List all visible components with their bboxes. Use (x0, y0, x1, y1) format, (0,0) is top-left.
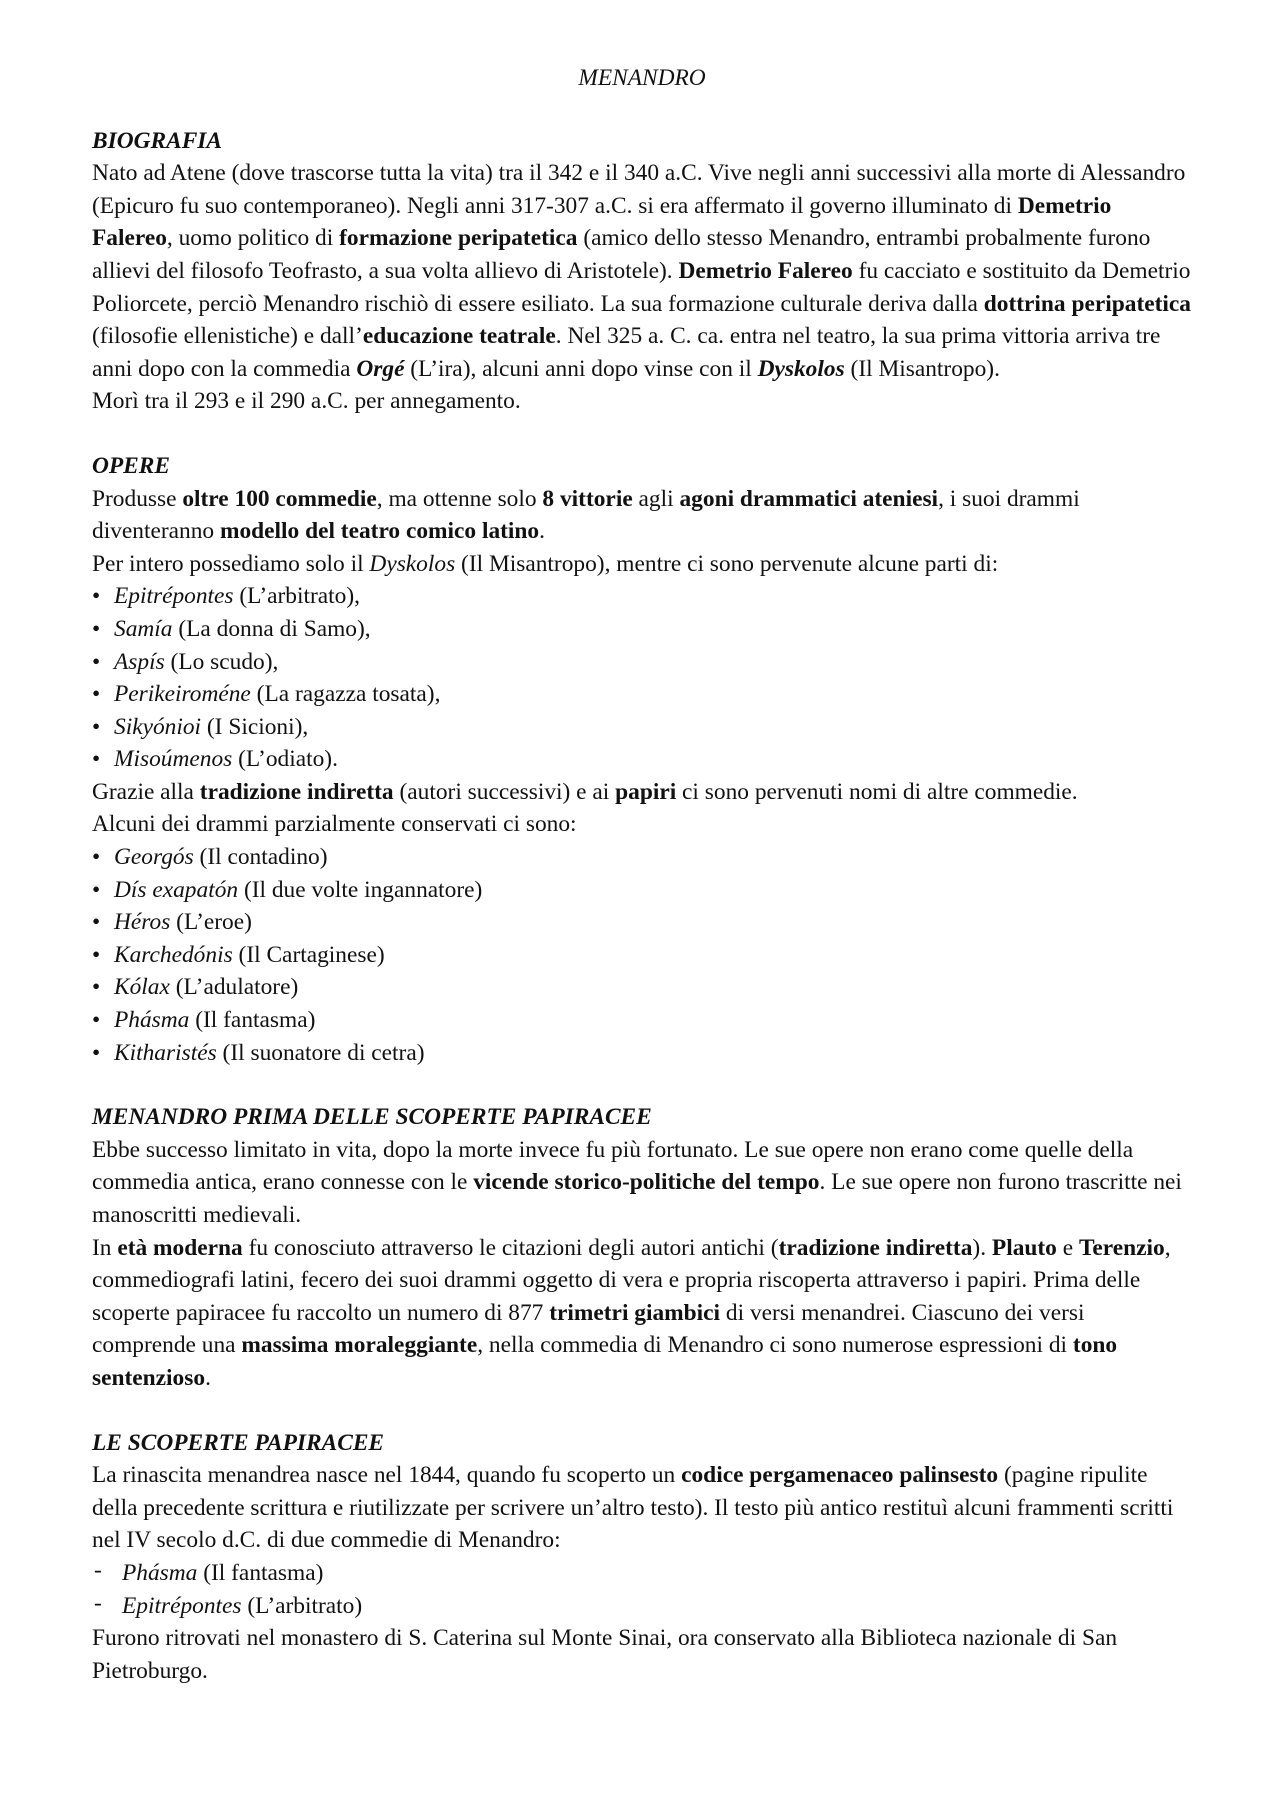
list-item (92, 939, 1192, 972)
biografia-paragraph-1 (92, 157, 1192, 385)
bold-term: Terenzio (1078, 1234, 1165, 1261)
list-item (92, 678, 1192, 711)
prima-paragraph-2 (92, 1232, 1192, 1395)
text-run: , i suoi drammi diventeranno (92, 485, 1080, 545)
text-run: , ma ottenne solo (376, 485, 543, 512)
text-run: (filosofie ellenistiche) e dall’ (92, 323, 363, 350)
prima-paragraph-1 (92, 1134, 1192, 1232)
work-title: Perikeiroméne (114, 681, 251, 708)
bold-term: Plauto (991, 1234, 1057, 1261)
fragment-works-list (92, 841, 1192, 1069)
recovered-works-list (92, 1557, 1192, 1622)
work-title: Aspís (114, 648, 165, 675)
list-item (92, 971, 1192, 1004)
bold-term: massima moraleggiante (241, 1332, 478, 1359)
list-item (92, 1590, 1192, 1623)
work-title: Misoúmenos (114, 746, 233, 773)
text-run: (Il Misantropo), mentre ci sono pervenute alcune parti di: (455, 550, 999, 577)
work-translation: (Il fantasma) (197, 1559, 324, 1586)
opere-paragraph-4: Alcuni dei drammi parzialmente conservati ci sono: (92, 811, 577, 838)
work-title: Epitrépontes (114, 583, 234, 610)
work-title: Dís exapatón (114, 876, 239, 903)
bold-term: Demetrio Falereo (678, 257, 853, 284)
bold-term: tono sentenzioso (92, 1332, 1118, 1391)
work-title: Sikyónioi (114, 713, 202, 740)
text-run: (pagine ripulite della precedente scrittura e riutilizzate per scrivere un’altro testo). Il testo più antico restituì alcuni frammenti scritti nel IV secolo d.C. di due commedie di Menandro: (92, 1462, 1174, 1554)
text-run: , nella commedia di Menandro ci sono numerose espressioni di (477, 1332, 1073, 1359)
bold-term: trimetri giambici (549, 1299, 721, 1326)
bold-term: età moderna (117, 1234, 243, 1261)
work-title: Epitrépontes (122, 1592, 242, 1619)
bold-term: tradizione indiretta (199, 778, 394, 805)
list-item (92, 646, 1192, 679)
text-run: In (92, 1234, 118, 1261)
text-run: Produsse (92, 485, 183, 512)
text-run: , uomo politico di (166, 225, 340, 252)
work-title: Dyskolos (757, 355, 845, 382)
bold-term: vicende storico-politiche del tempo (473, 1169, 820, 1196)
text-run: (L’ira), alcuni anni dopo vinse con il (404, 355, 758, 382)
work-translation: (Il suonatore di cetra) (216, 1039, 425, 1066)
list-item (92, 874, 1192, 907)
work-title: Karchedónis (114, 941, 233, 968)
text-run: Ebbe successo limitato in vita, dopo la morte invece fu più fortunato. Le sue opere non erano come quelle della commedia antica, erano connesse con le (92, 1136, 1134, 1196)
section-biografia (92, 125, 1192, 418)
section-heading-prima-scoperte: MENANDRO PRIMA DELLE SCOPERTE PAPIRACEE (92, 1104, 652, 1131)
list-item (92, 1557, 1192, 1590)
list-item (92, 613, 1192, 646)
text-run: (Il Misantropo). (844, 355, 1000, 382)
work-title: Orgé (356, 355, 405, 382)
text-run: La rinascita menandrea nasce nel 1844, quando fu scoperto un (92, 1462, 682, 1489)
bold-term: 8 vittorie (542, 485, 633, 512)
biografia-paragraph-2: Morì tra il 293 e il 290 a.C. per annegamento. (92, 388, 521, 415)
text-run: ci sono pervenuti nomi di altre commedie. (676, 778, 1078, 805)
work-translation: (Il fantasma) (189, 1007, 316, 1034)
section-heading-opere: OPERE (92, 452, 170, 479)
bold-term: dottrina peripatetica (983, 290, 1191, 317)
bold-term: formazione peripatetica (339, 225, 578, 252)
section-prima-scoperte (92, 1101, 1192, 1394)
text-run: fu cacciato e sostituito da Demetrio Poliorcete, perciò Menandro rischiò di essere esiliato. La sua formazione culturale deriva dalla (92, 257, 1191, 317)
work-translation: (L’arbitrato) (241, 1592, 363, 1619)
list-item (92, 906, 1192, 939)
text-run: , commediografi latini, fecero dei suoi drammi oggetto di vera e propria riscoperta attraverso i papiri. Prima delle scoperte papiracee fu raccolto un numero di 877 (92, 1234, 1171, 1326)
work-translation: (L’adulatore) (169, 974, 299, 1001)
bold-term: oltre 100 commedie (182, 485, 377, 512)
section-heading-scoperte: LE SCOPERTE PAPIRACEE (92, 1429, 385, 1456)
work-translation: (Il contadino) (193, 844, 328, 871)
work-title: Héros (114, 909, 171, 936)
work-translation: (L’arbitrato), (233, 583, 360, 610)
text-run: agli (632, 485, 680, 512)
text-run: fu conosciuto attraverso le citazioni degli autori antichi ( (242, 1234, 779, 1261)
work-translation: (L’odiato). (232, 746, 338, 773)
work-title: Samía (114, 615, 173, 642)
bold-term: agoni drammatici ateniesi (679, 485, 939, 512)
section-heading-biografia: BIOGRAFIA (92, 127, 222, 154)
text-run: di versi menandrei. Ciascuno dei versi comprende una (92, 1299, 1085, 1359)
section-scoperte (92, 1427, 1192, 1688)
bold-term: Demetrio Falereo (92, 192, 1112, 252)
text-run: . Le sue opere non furono trascritte nei manoscritti medievali. (92, 1169, 1182, 1228)
bold-term: papiri (615, 778, 677, 805)
work-title: Phásma (122, 1559, 198, 1586)
text-run: Grazie alla (92, 778, 200, 805)
list-item (92, 841, 1192, 874)
work-title: Dyskolos (369, 550, 456, 577)
opere-paragraph-2 (92, 548, 1192, 581)
partial-works-list (92, 580, 1192, 776)
work-translation: (Il Cartaginese) (232, 941, 385, 968)
scoperte-paragraph-1 (92, 1459, 1192, 1557)
work-translation: (I Sicioni), (201, 713, 309, 740)
work-translation: (L’eroe) (170, 909, 252, 936)
bold-term: educazione teatrale (362, 323, 556, 350)
list-item (92, 711, 1192, 744)
bold-term: tradizione indiretta (778, 1234, 973, 1261)
text-run: Nato ad Atene (dove trascorse tutta la vita) tra il 342 e il 340 a.C. Vive negli anni successivi alla morte di Alessandro (Epicuro fu suo contemporaneo). Negli anni 317-307 a.C. si era affermato il governo illuminato di (92, 160, 1186, 219)
text-run: . (205, 1364, 211, 1391)
opere-paragraph-1 (92, 483, 1192, 548)
text-run: (amico dello stesso Menandro, entrambi probalmente furono allievi del filosofo Teofrasto, a sua volta allievo di Aristotele). (92, 225, 1151, 284)
list-item (92, 1004, 1192, 1037)
text-run: . (539, 518, 545, 545)
bold-term: modello del teatro comico latino (219, 518, 540, 545)
text-run: (autori successivi) e ai (393, 778, 616, 805)
opere-paragraph-3 (92, 776, 1192, 809)
work-title: Georgós (114, 844, 194, 871)
list-item (92, 580, 1192, 613)
section-opere (92, 450, 1192, 1069)
work-translation: (Lo scudo), (164, 648, 279, 675)
text-run: Per intero possediamo solo il (92, 550, 370, 577)
work-translation: (La ragazza tosata), (250, 681, 441, 708)
text-run: ). (972, 1234, 992, 1261)
work-title: Kitharistés (114, 1039, 217, 1066)
work-title: Kólax (114, 974, 170, 1001)
work-translation: (La donna di Samo), (172, 615, 371, 642)
work-translation: (Il due volte ingannatore) (238, 876, 483, 903)
list-item (92, 743, 1192, 776)
work-title: Phásma (114, 1007, 190, 1034)
text-run: e (1056, 1234, 1079, 1261)
list-item (92, 1037, 1192, 1070)
text-run: . Nel 325 a. C. ca. entra nel teatro, la sua prima vittoria arriva tre anni dopo con la commedia (92, 323, 1161, 382)
document-title: MENANDRO (578, 65, 706, 91)
bold-term: codice pergamenaceo palinsesto (681, 1462, 999, 1489)
scoperte-paragraph-2: Furono ritrovati nel monastero di S. Caterina sul Monte Sinai, ora conservato alla Biblioteca nazionale di San Pietroburgo. (92, 1625, 1118, 1684)
